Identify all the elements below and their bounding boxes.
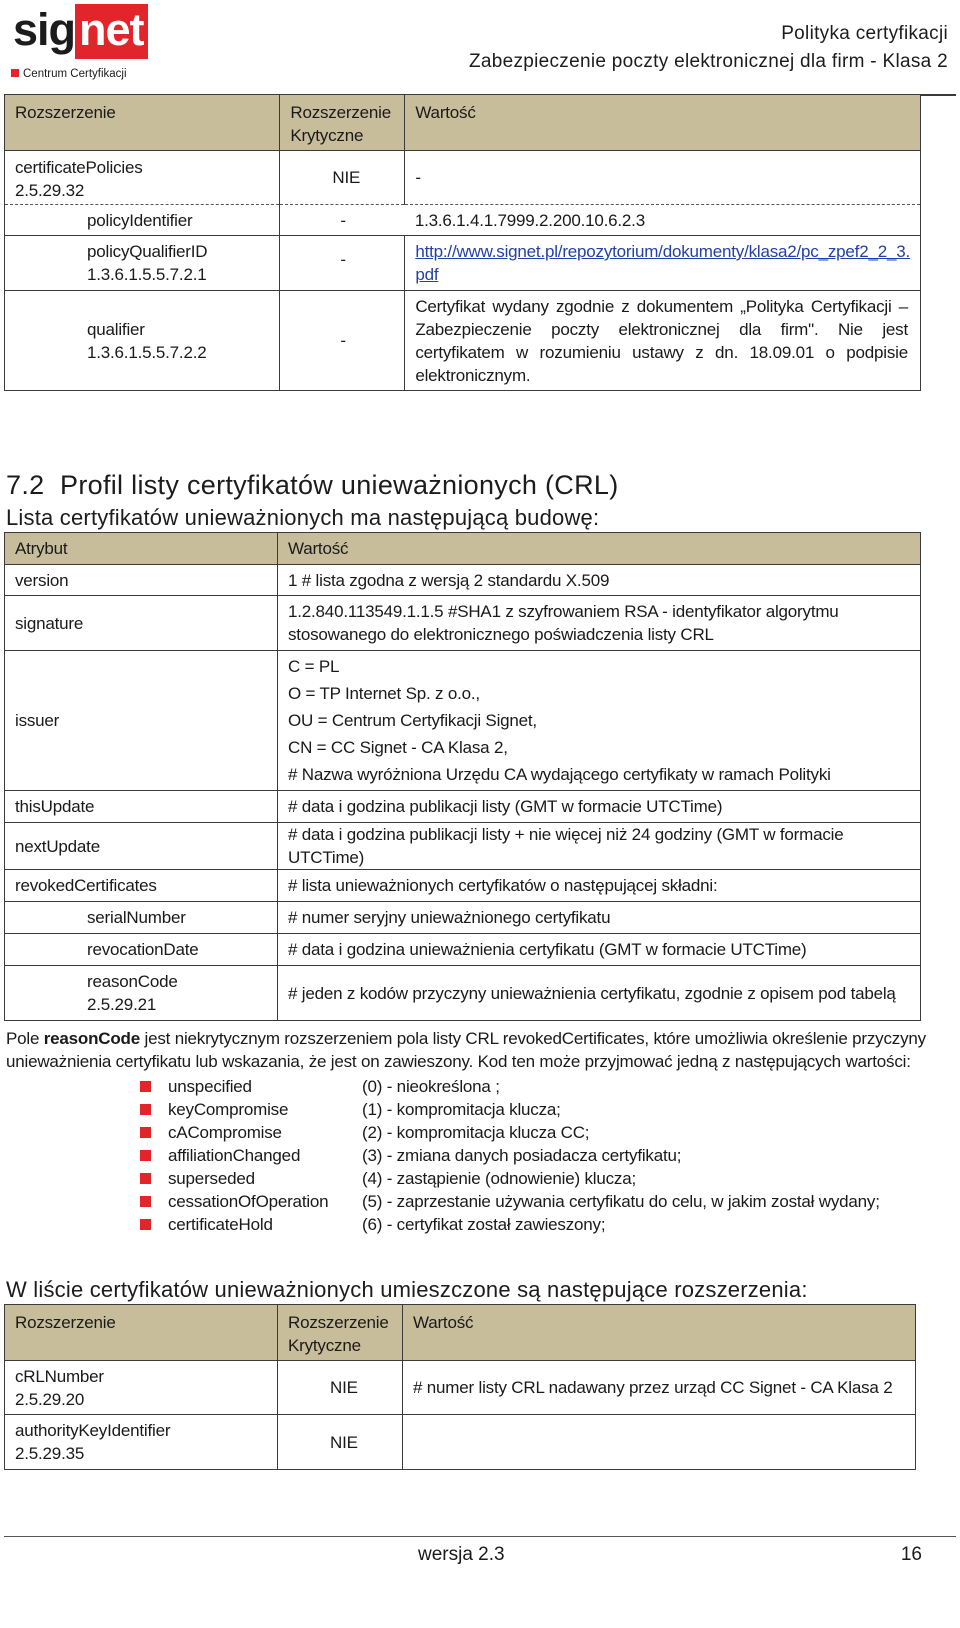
crl-intro-text: Lista certyfikatów unieważnionych ma następującą budowę: [6,505,600,530]
bullet-icon [140,1196,151,1207]
bullet-icon [140,1173,151,1184]
certificate-extensions-table [4,94,921,391]
col-header-value: Wartość [278,533,921,565]
logo-subtitle: Centrum Certyfikacji [11,68,127,80]
bullet-icon [140,1081,151,1092]
table-row: revokedCertificates # lista unieważnionych certyfikatów o następującej składni: [5,870,921,902]
table-row: reasonCode 2.5.29.21 # jeden z kodów przyczyny unieważnienia certyfikatu, zgodnie z opisem pod tabelą [5,966,921,1021]
bullet-icon [140,1127,151,1138]
page-header [0,0,960,96]
table-row: version 1 # lista zgodna z wersją 2 standardu X.509 [5,565,921,596]
table-row: cRLNumber 2.5.29.20 NIE # numer listy CRL nadawany przez urząd CC Signet - CA Klasa 2 [5,1361,916,1415]
table-row: thisUpdate # data i godzina publikacji listy (GMT w formacie UTCTime) [5,791,921,823]
crl-extensions-table [4,1304,916,1470]
col-header-value: Wartość [405,95,921,151]
reason-code-description: Pole reasonCode jest niekrytycznym rozszerzeniem pola listy CRL revokedCertificates, które umożliwia określenie przyczyny unieważnienia certyfikatu lub wskazania, że jest on zawieszony. Kod ten może przyjmować jedną z następujących wartości: [6,1029,926,1071]
policy-document-link[interactable]: http://www.signet.pl/repozytorium/dokumenty/klasa2/pc_zpef2_2_3. pdf [415,242,910,284]
col-header-attribute: Atrybut [5,533,278,565]
table-row: nextUpdate # data i godzina publikacji listy + nie więcej niż 24 godziny (GMT w formacie UTCTime) [5,823,921,870]
table-row: policyIdentifier - 1.3.6.1.4.1.7999.2.200.10.6.2.3 [5,205,921,236]
col-header-value: Wartość [403,1305,916,1361]
table-row: policyQualifierID 1.3.6.1.5.5.7.2.1 - http://www.signet.pl/repozytorium/dokumenty/klasa2/pc_zpef2_2_3. pdf [5,236,921,291]
table-row: authorityKeyIdentifier 2.5.29.35 NIE [5,1415,916,1470]
table-row: issuer C = PL O = TP Internet Sp. z o.o., OU = Centrum Certyfikacji Signet, CN = CC Signet - CA Klasa 2, # Nazwa wyróżniona Urzędu CA wydającego certyfikaty w ramach Polityki [5,651,921,791]
col-header-critical: Rozszerzenie Krytyczne [278,1305,403,1361]
footer-version: wersja 2.3 [418,1544,505,1565]
logo-square-icon [11,69,19,77]
table-row: serialNumber # numer seryjny unieważnionego certyfikatu [5,902,921,934]
bullet-icon [140,1150,151,1161]
section-heading: 7.2 Profil listy certyfikatów unieważnionych (CRL) [6,470,619,500]
logo-wordmark: signet [13,4,148,56]
bullet-icon [140,1104,151,1115]
table-row: signature 1.2.840.113549.1.1.5 #SHA1 z szyfrowaniem RSA - identyfikator algorytmu stosowanego do elektronicznego poświadczenia listy CRL [5,596,921,651]
table-row: qualifier 1.3.6.1.5.5.7.2.2 - Certyfikat wydany zgodnie z dokumentem „Polityka Certyfikacji – Zabezpieczenie poczty elektronicznej dla firm". Nie jest certyfikatem w rozumieniu ustawy z dn. 18.09.01 o podpisie elektronicznym. [5,291,921,391]
table-row: revocationDate # data i godzina unieważnienia certyfikatu (GMT w formacie UTCTime) [5,934,921,966]
crl-structure-table [4,532,921,1021]
col-header-extension: Rozszerzenie [5,95,280,151]
document-title: Polityka certyfikacji Zabezpieczenie poczty elektronicznej dla firm - Klasa 2 [468,23,948,72]
table-row: certificatePolicies 2.5.29.32 NIE - [5,151,921,205]
page-number: 16 [900,1544,922,1565]
col-header-extension: Rozszerzenie [5,1305,278,1361]
footer-divider [4,1536,956,1537]
bullet-icon [140,1219,151,1230]
signet-logo [10,2,144,82]
col-header-critical: Rozszerzenie Krytyczne [280,95,405,151]
crl-extensions-intro: W liście certyfikatów unieważnionych umieszczone są następujące rozszerzenia: [6,1277,808,1302]
